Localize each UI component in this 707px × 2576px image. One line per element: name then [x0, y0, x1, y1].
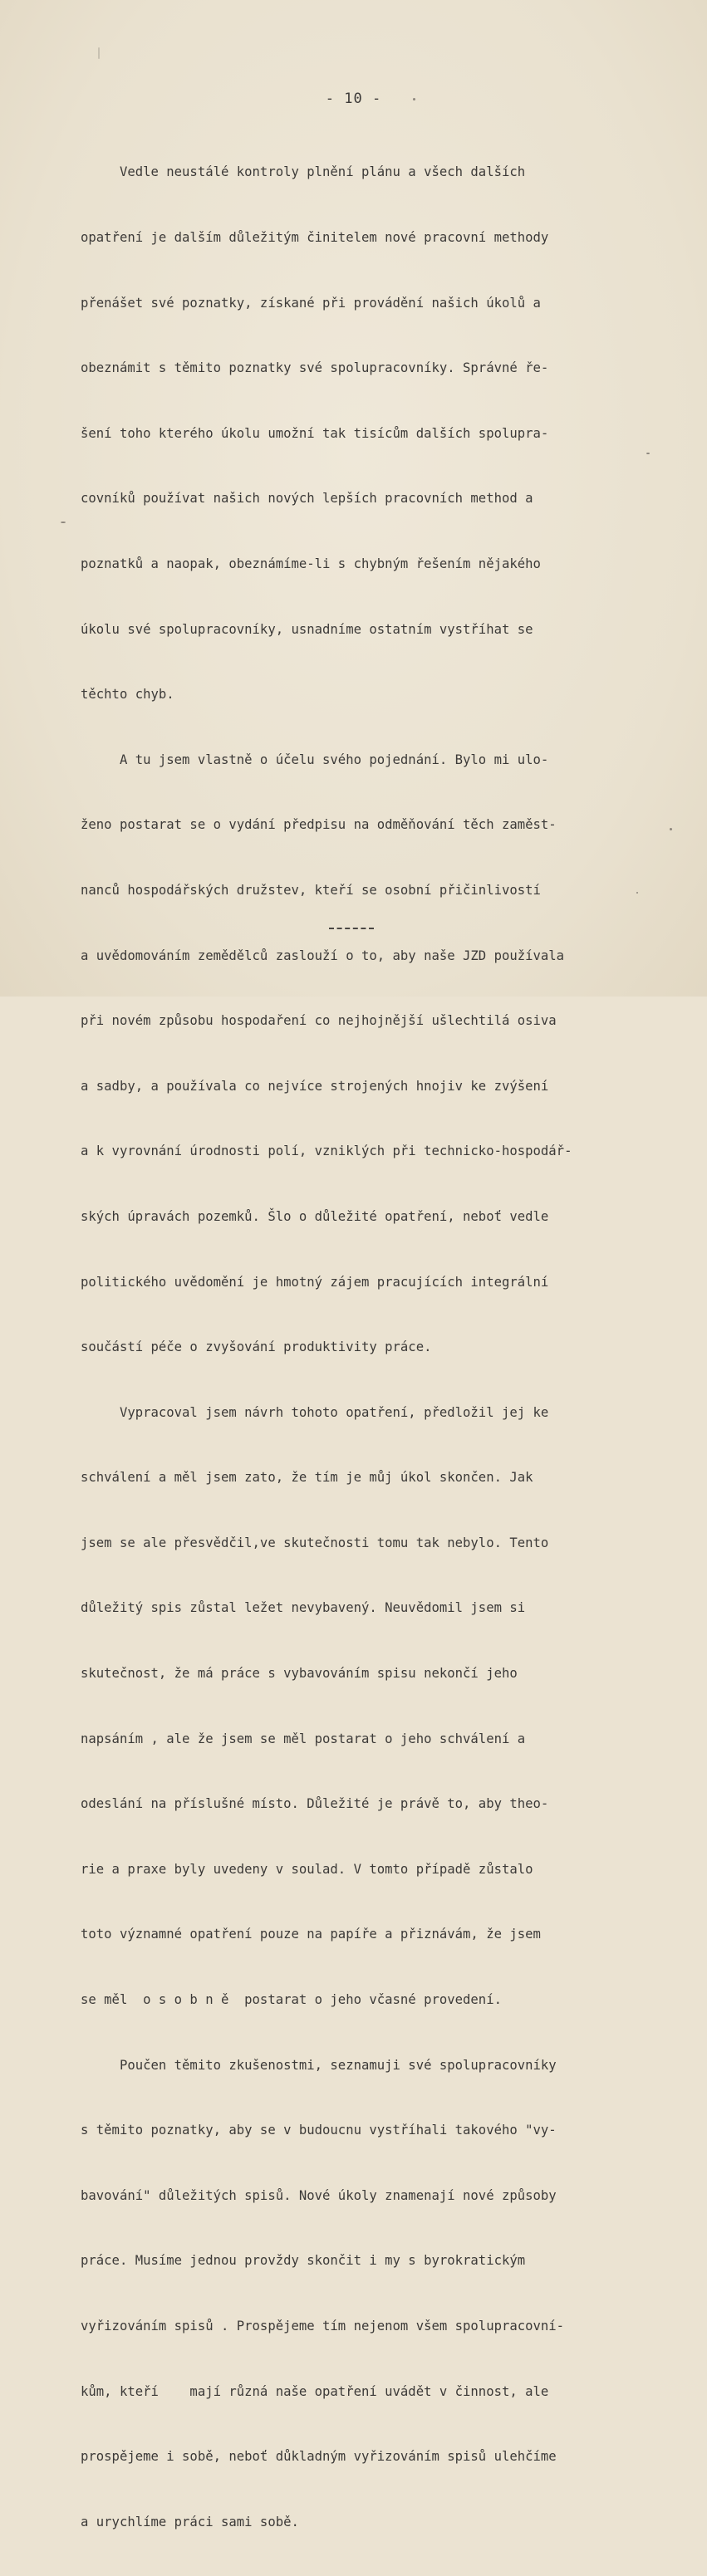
text-line: a sadby, a používala co nejvíce strojených hnojiv ke zvýšení: [81, 1078, 549, 1094]
text-line: odeslání na příslušné místo. Důležité je právě to, aby theo-: [81, 1796, 549, 1812]
text-line: se měl o s o b n ě postarat o jeho včasné provedení.: [81, 1992, 502, 2008]
text-line: a k vyrovnání úrodnosti polí, vzniklých při technicko-hospodář-: [81, 1144, 572, 1159]
text-line: ženo postarat se o vydání předpisu na odměňování těch zaměst-: [81, 817, 557, 833]
text-line: bavování" důležitých spisů. Nové úkoly znamenají nové způsoby: [81, 2187, 557, 2203]
text-line: skutečnost, že má práce s vybavováním spisu nekončí jeho: [81, 1666, 518, 1682]
text-line: covníků používat našich nových lepších pracovních method a: [81, 491, 533, 507]
text-line: ských úpravách pozemků. Šlo o důležité opatření, neboť vedle: [81, 1208, 549, 1224]
text-line: šení toho kterého úkolu umožní tak tisícům dalších spolupra-: [81, 425, 549, 441]
text-line: součástí péče o zvyšování produktivity práce.: [81, 1339, 432, 1355]
body-text: [81, 118, 646, 2576]
text-line: těchto chyb.: [81, 687, 174, 703]
text-line: rie a praxe byly uvedeny v soulad. V tomto případě zůstalo: [81, 1861, 533, 1877]
paper-speck: [646, 453, 650, 454]
text-line: Poučen těmito zkušenostmi, seznamuji své spolupracovníky: [81, 2057, 557, 2073]
text-line: opatření je dalším důležitým činitelem nové pracovní methody: [81, 230, 549, 245]
text-line: napsáním , ale že jsem se měl postarat o jeho schválení a: [81, 1731, 526, 1746]
text-line: úkolu své spolupracovníky, usnadníme ostatním vystříhat se: [81, 621, 533, 637]
text-line: přenášet své poznatky, získané při provádění našich úkolů a: [81, 295, 541, 311]
text-line: při novém způsobu hospodaření co nejhojnější ušlechtilá osiva: [81, 1013, 557, 1029]
paper-speck: [670, 828, 672, 830]
text-line: toto významné opatření pouze na papíře a přiznávám, že jsem: [81, 1927, 541, 1942]
text-line: práce. Musíme jednou provždy skončit i my s byrokratickým: [81, 2253, 526, 2269]
text-line: nanců hospodářských družstev, kteří se osobní přičinlivostí: [81, 882, 541, 898]
text-line: Vypracoval jsem návrh tohoto opatření, předložil jej ke: [81, 1404, 549, 1420]
text-line: a uvědomováním zemědělců zaslouží o to, aby naše JZD používala: [81, 948, 565, 963]
text-line: jsem se ale přesvědčil,ve skutečnosti tomu tak nebylo. Tento: [81, 1535, 549, 1550]
text-line: poznatků a naopak, obeznámíme-li s chybným řešením nějakého: [81, 556, 541, 571]
paper-mark: [98, 47, 100, 59]
text-line: prospějeme i sobě, neboť důkladným vyřizováním spisů ulehčíme: [81, 2449, 557, 2465]
paper-speck: [61, 522, 66, 523]
text-line: Vedle neustálé kontroly plnění plánu a všech dalších: [81, 164, 526, 180]
text-line: schválení a měl jsem zato, že tím je můj úkol skončen. Jak: [81, 1470, 533, 1486]
text-line: a urychlíme práci sami sobě.: [81, 2514, 299, 2529]
text-line: důležitý spis zůstal ležet nevybavený. Neuvědomil jsem si: [81, 1600, 526, 1616]
text-line: obeznámit s těmito poznatky své spolupracovníky. Správné ře-: [81, 360, 549, 376]
closing-rule: [329, 928, 374, 929]
text-line: kům, kteří mají různá naše opatření uvádět v činnost, ale: [81, 2383, 549, 2399]
text-line: A tu jsem vlastně o účelu svého pojednání. Bylo mi ulo-: [81, 752, 549, 767]
page-number: - 10 -: [325, 91, 382, 107]
text-line: vyřizováním spisů . Prospějeme tím nejenom všem spolupracovní-: [81, 2319, 565, 2334]
text-line: s těmito poznatky, aby se v budoucnu vystříhali takového "vy-: [81, 2123, 557, 2138]
text-line: politického uvědomění je hmotný zájem pracujících integrální: [81, 1274, 549, 1290]
